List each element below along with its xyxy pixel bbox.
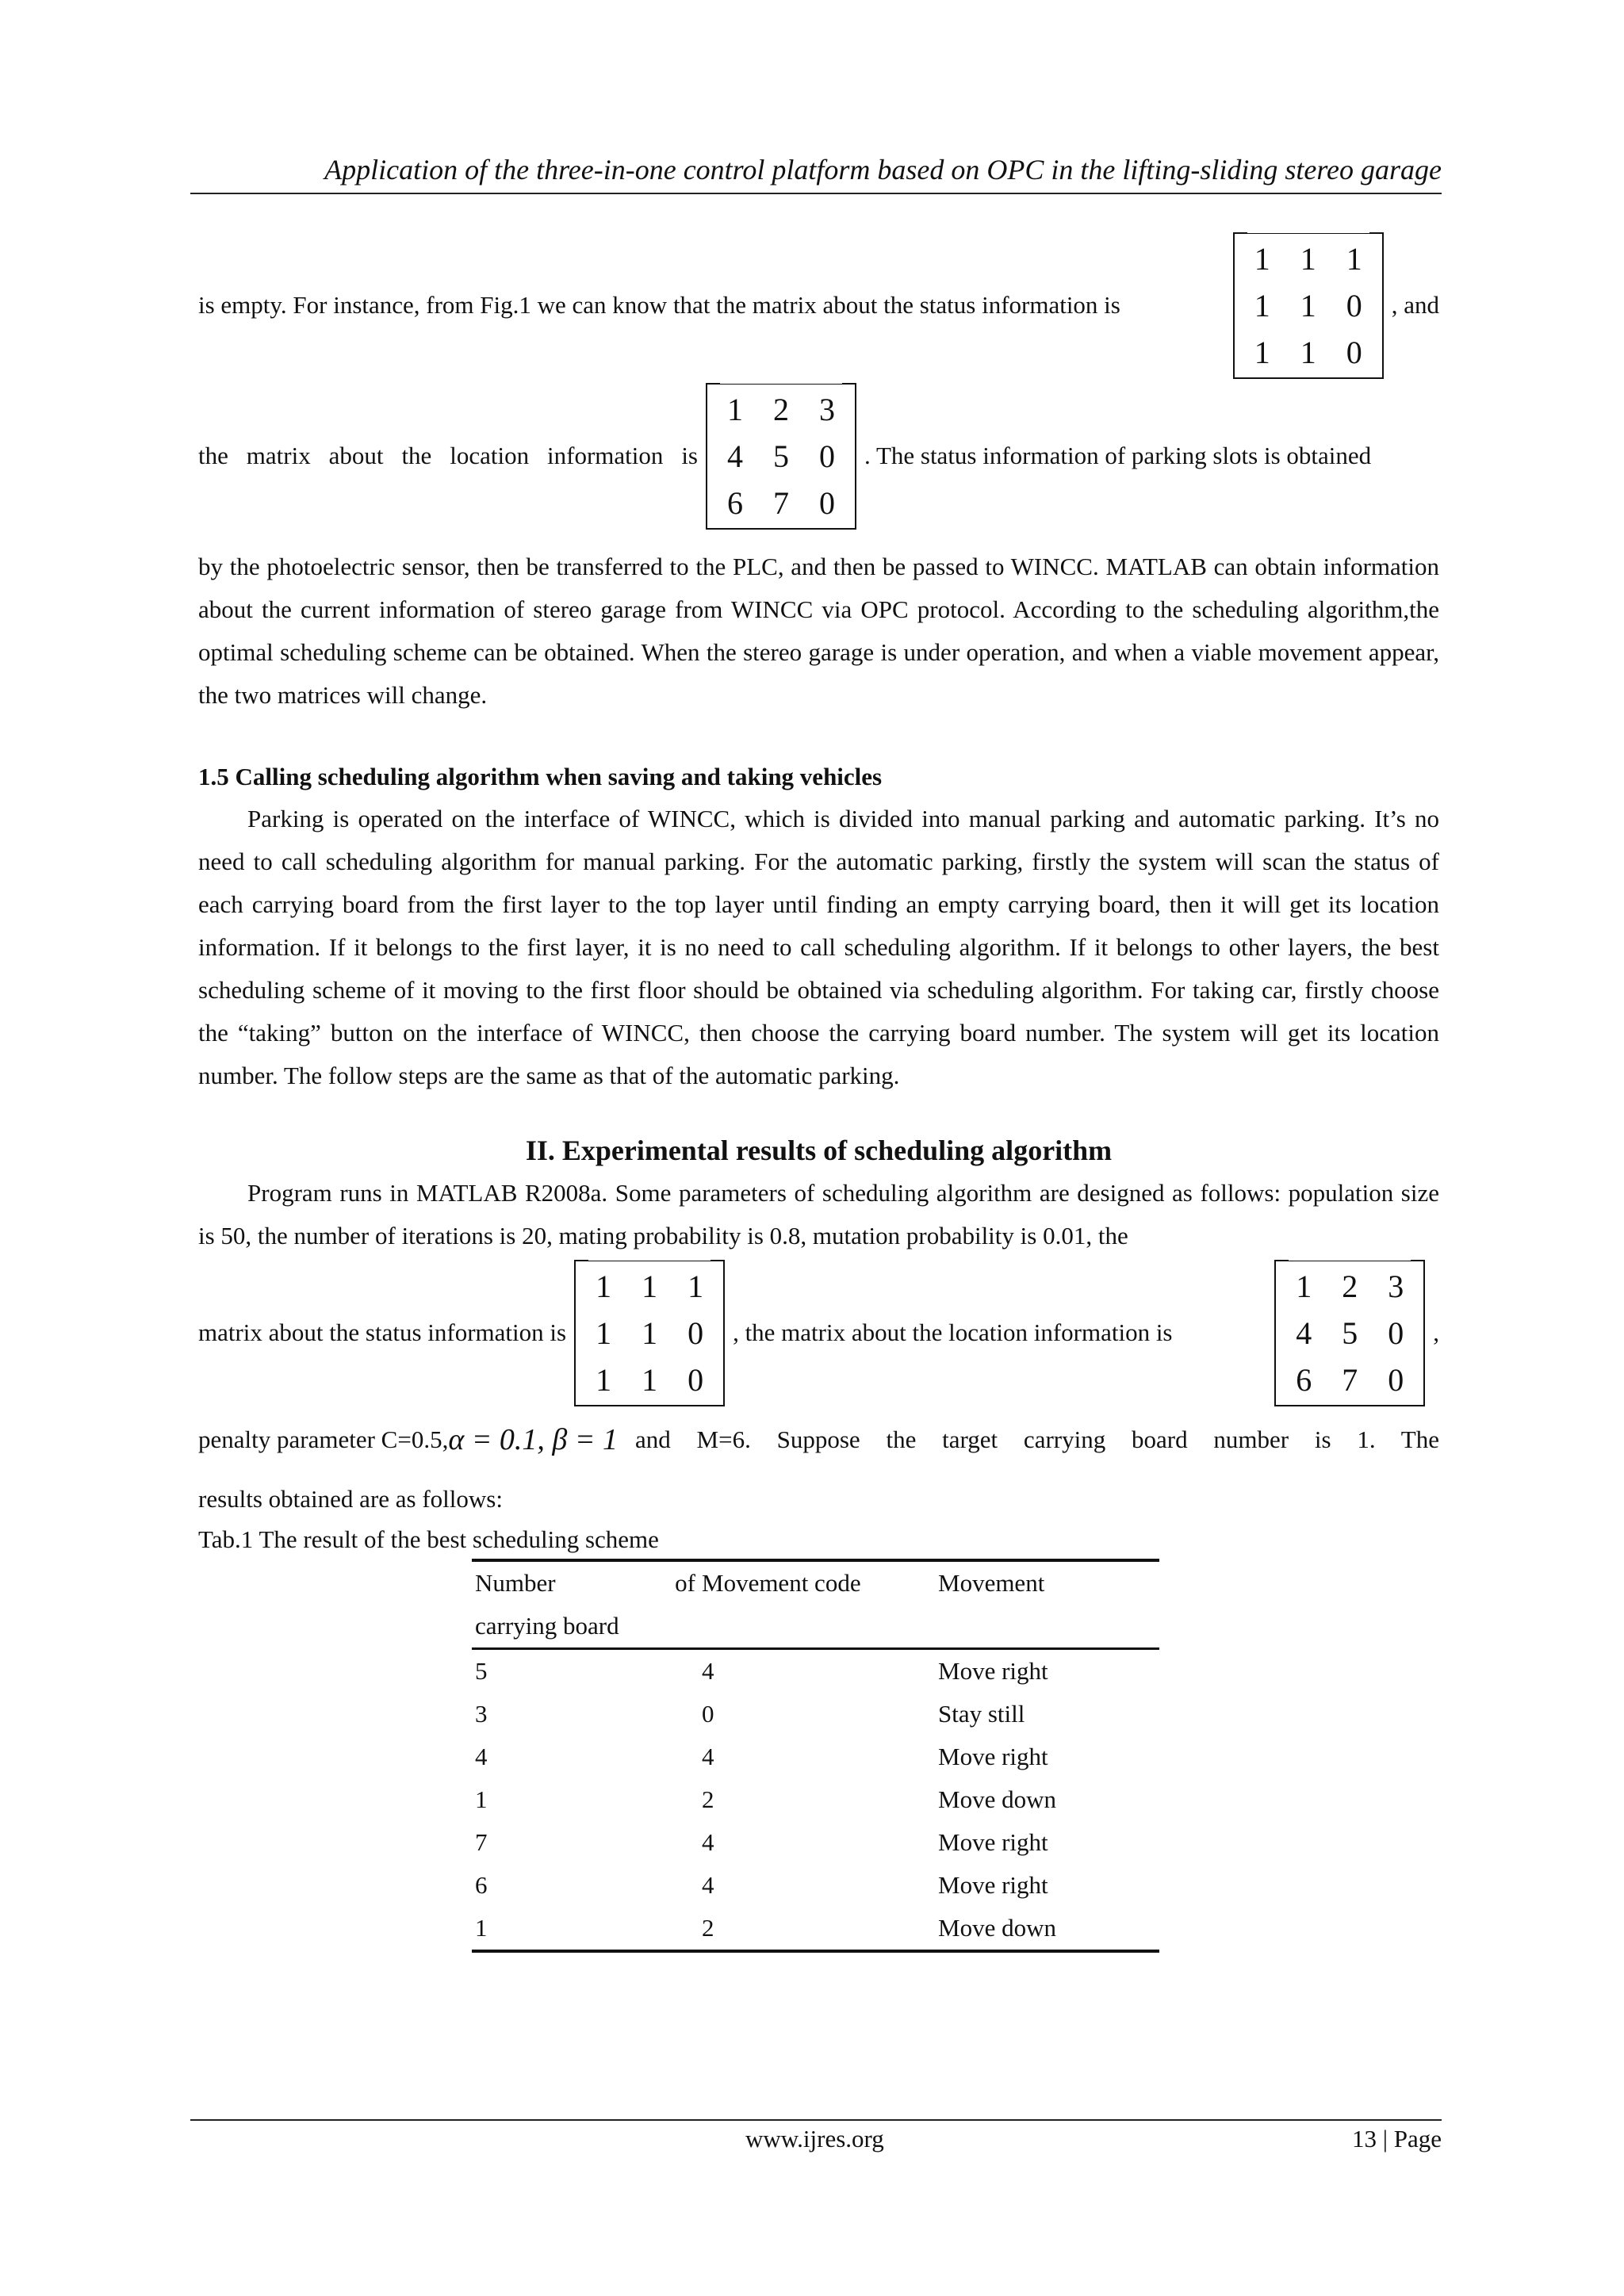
- table-header-row: [472, 1560, 1159, 1649]
- matrix-cell: 4: [1296, 1314, 1312, 1351]
- matrix-cell: 1: [727, 391, 743, 427]
- matrix-cell: 0: [819, 438, 835, 474]
- table-cell: Move right: [938, 1743, 1048, 1770]
- table-row: [472, 1693, 1159, 1735]
- table-cell: Move down: [938, 1785, 1056, 1813]
- result-table: [472, 1559, 1159, 1953]
- matrix-cell: 3: [819, 391, 835, 427]
- matrix-cell: 7: [1342, 1361, 1358, 1398]
- matrix-cell: 1: [642, 1268, 658, 1304]
- matrix-cell: 7: [773, 484, 789, 521]
- table-cell: 0: [702, 1700, 714, 1728]
- header-movement: Movement: [938, 1569, 1045, 1597]
- matrix-cell: 1: [642, 1361, 658, 1398]
- header-of: of: [675, 1569, 695, 1597]
- matrix-cell: 1: [1254, 287, 1270, 323]
- matrix-cell: 1: [596, 1314, 612, 1351]
- p2-before: the matrix about the location information is: [198, 442, 698, 469]
- location-matrix-line: [198, 373, 1439, 539]
- table-row: [472, 1735, 1159, 1778]
- penalty-before: penalty parameter C=0.5,: [198, 1425, 449, 1453]
- section-heading-ii: II. Experimental results of scheduling algorithm: [525, 1135, 1113, 1166]
- table-cell: Move right: [938, 1828, 1048, 1856]
- status-matrix: [1233, 232, 1384, 379]
- matrix-cell: 5: [1342, 1314, 1358, 1351]
- p2-after: . The status information of parking slots is obtained: [864, 442, 1372, 469]
- table-row: [472, 1864, 1159, 1907]
- table-cell: Move right: [938, 1871, 1048, 1899]
- table-cell: 4: [702, 1657, 714, 1685]
- penalty-after: and M=6. Suppose the target carrying board number is 1. The: [635, 1425, 1439, 1453]
- table-body: [472, 1649, 1159, 1952]
- matrix-cell: 1: [1300, 287, 1316, 323]
- page-content: [198, 238, 1439, 1953]
- table-cell: 4: [702, 1828, 714, 1856]
- table-cell: 4: [702, 1743, 714, 1770]
- p1-text: is empty. For instance, from Fig.1 we can know that the matrix about the status information is: [198, 291, 1120, 319]
- matrix-cell: 3: [1388, 1268, 1404, 1304]
- table-cell: Move down: [938, 1914, 1056, 1942]
- paragraph-opc: by the photoelectric sensor, then be transferred to the PLC, and then be passed to WINCC. MATLAB can obtain information about the current information of stereo garage from WINCC via OPC protocol. According to the scheduling algorithm,the optimal scheduling scheme can be obtained. When the stereo garage is under operation, and when a viable movement appear, the two matrices will change.: [198, 553, 1439, 709]
- matrix-cell: 6: [727, 484, 743, 521]
- matrix-cell: 1: [1254, 240, 1270, 277]
- matrix-cell: 2: [773, 391, 789, 427]
- section-heading-1-5: 1.5 Calling scheduling algorithm when saving and taking vehicles: [198, 763, 883, 790]
- header-number-of-carrying-board: [472, 1560, 699, 1649]
- footer-rule: [190, 2119, 1442, 2121]
- matrix-cell: 2: [1342, 1268, 1358, 1304]
- table-row: [472, 1778, 1159, 1821]
- location-matrix-2: [1274, 1260, 1425, 1406]
- table-cell: 5: [475, 1657, 488, 1685]
- alpha-beta-formula: α = 0.1, β = 1: [448, 1423, 618, 1456]
- matrix-cell: 0: [1346, 287, 1362, 323]
- table-cell: 2: [702, 1914, 714, 1942]
- matrix-cell: 1: [642, 1314, 658, 1351]
- matrix-cell: 0: [688, 1314, 704, 1351]
- m-before: matrix about the status information is: [198, 1318, 567, 1346]
- table-cell: Move right: [938, 1657, 1048, 1685]
- matrix-cell: 4: [727, 438, 743, 474]
- table-cell: 1: [475, 1785, 488, 1813]
- table-cell: Stay still: [938, 1700, 1025, 1728]
- header-number: Number: [475, 1569, 556, 1597]
- table-cell: 2: [702, 1785, 714, 1813]
- header-movement-code: Movement code: [702, 1569, 861, 1597]
- header-rule: [190, 193, 1442, 194]
- matrix-cell: 1: [688, 1268, 704, 1304]
- matrix-cell: 1: [1254, 334, 1270, 370]
- matrix-cell: 1: [1300, 240, 1316, 277]
- matrix-cell: 0: [1346, 334, 1362, 370]
- results-line: results obtained are as follows:: [198, 1485, 503, 1513]
- location-matrix: [706, 383, 856, 530]
- table-row: [472, 1821, 1159, 1864]
- matrix-cell: 1: [1300, 334, 1316, 370]
- table-row: [472, 1907, 1159, 1951]
- table-cell: 4: [702, 1871, 714, 1899]
- matrix-cell: 1: [596, 1268, 612, 1304]
- m-after: ,: [1433, 1318, 1439, 1346]
- paragraph-program: Program runs in MATLAB R2008a. Some parameters of scheduling algorithm are designed as follows: population size is 50, the number of iterations is 20, mating probability is 0.8, mutation probability is 0.01, the: [198, 1179, 1439, 1249]
- footer-page-number: 13 | Page: [1352, 2125, 1442, 2152]
- matrix-cell: 5: [773, 438, 789, 474]
- m-middle: , the matrix about the location information is: [733, 1318, 1173, 1346]
- matrix-cell: 0: [1388, 1361, 1404, 1398]
- matrix-cell: 1: [596, 1361, 612, 1398]
- table-cell: 1: [475, 1914, 488, 1942]
- matrix-cell: 1: [1346, 240, 1362, 277]
- matrix-cell: 1: [1296, 1268, 1312, 1304]
- matrix-cell: 0: [1388, 1314, 1404, 1351]
- table-cell: 7: [475, 1828, 488, 1856]
- parameters-matrix-line: [198, 1257, 1439, 1408]
- p1-after: , and: [1391, 291, 1439, 319]
- status-matrix-line: [198, 238, 1439, 373]
- header-carrying-board: carrying board: [475, 1612, 619, 1640]
- matrix-cell: 0: [688, 1361, 704, 1398]
- penalty-line: [198, 1408, 1439, 1471]
- matrix-cell: 6: [1296, 1361, 1312, 1398]
- running-header: Application of the three-in-one control platform based on OPC in the lifting-sliding stereo garage: [324, 154, 1442, 186]
- matrix-cell: 0: [819, 484, 835, 521]
- footer-url: www.ijres.org: [745, 2125, 884, 2152]
- table-cell: 4: [475, 1743, 488, 1770]
- status-matrix-2: [574, 1260, 725, 1406]
- paragraph-parking: Parking is operated on the interface of WINCC, which is divided into manual parking and automatic parking. It’s no need to call scheduling algorithm for manual parking. For the automatic parking, firstly the system will scan the status of each carrying board from the first layer to the top layer until finding an empty carrying board, then it will get its location information. If it belongs to the first layer, it is no need to call scheduling algorithm. If it belongs to other layers, the best scheduling scheme of it moving to the first floor should be obtained via scheduling algorithm. For taking car, firstly choose the “taking” button on the interface of WINCC, then choose the carrying board number. The system will get its location number. The follow steps are the same as that of the automatic parking.: [198, 805, 1439, 1089]
- table-row: [472, 1649, 1159, 1693]
- table-cell: 6: [475, 1871, 488, 1899]
- table-cell: 3: [475, 1700, 488, 1728]
- table-caption: Tab.1 The result of the best scheduling scheme: [198, 1525, 659, 1553]
